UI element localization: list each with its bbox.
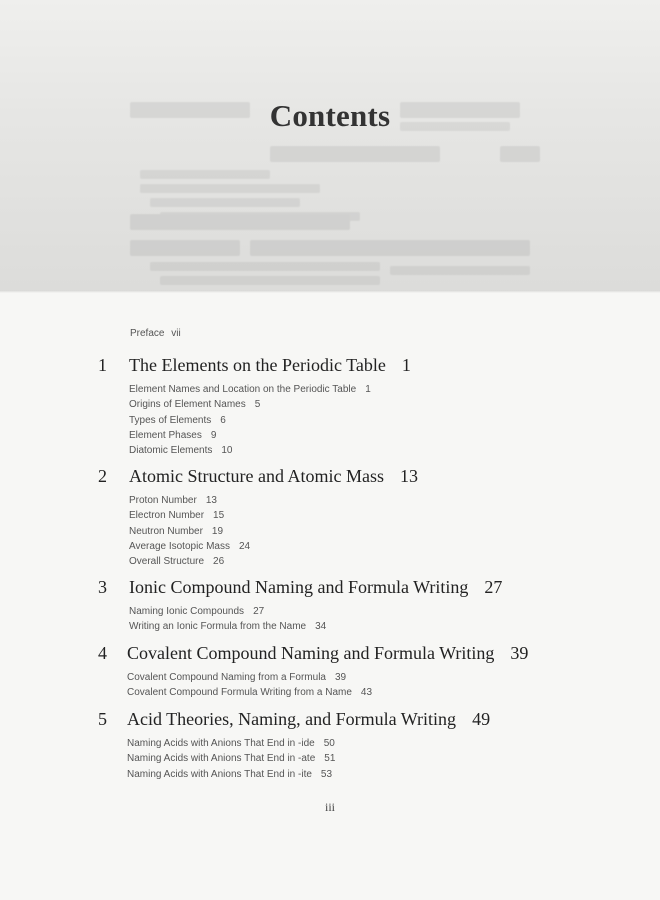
- preface-entry[interactable]: [130, 328, 181, 339]
- section-label: Electron Number: [129, 510, 205, 522]
- page-number: iii: [324, 800, 335, 814]
- chapter-number: 3: [98, 577, 107, 597]
- section-entry[interactable]: [129, 554, 250, 569]
- section-entry[interactable]: [129, 604, 326, 619]
- section-label: Diatomic Elements: [129, 445, 213, 457]
- section-entry[interactable]: [127, 685, 372, 700]
- section-page: 51: [324, 753, 336, 765]
- chapter-page: 1: [401, 355, 411, 375]
- section-entry[interactable]: [129, 524, 250, 539]
- section-label: Naming Acids with Anions That End in -ate: [127, 753, 316, 765]
- section-page: 15: [213, 510, 225, 522]
- section-label: Writing an Ionic Formula from the Name: [129, 621, 307, 633]
- section-page: 6: [220, 414, 226, 426]
- section-list: [127, 736, 335, 782]
- scanned-header-band: [0, 0, 660, 292]
- section-label: Origins of Element Names: [129, 399, 246, 411]
- section-list: [129, 604, 326, 635]
- chapter-number: 2: [98, 466, 107, 486]
- section-page: 9: [210, 429, 217, 441]
- chapter-title: [127, 643, 528, 664]
- section-page: 5: [254, 399, 261, 411]
- section-label: Average Isotopic Mass: [129, 540, 230, 552]
- section-entry[interactable]: [129, 619, 326, 634]
- section-entry[interactable]: [129, 493, 250, 508]
- section-entry[interactable]: [127, 736, 335, 751]
- section-entry[interactable]: [129, 443, 371, 458]
- chapter-title: [129, 577, 502, 598]
- section-page: 43: [360, 687, 373, 699]
- chapter-page: 13: [399, 466, 418, 486]
- section-label: Element Phases: [129, 429, 202, 441]
- section-entry[interactable]: [129, 539, 250, 554]
- chapter-title: [129, 355, 411, 376]
- chapter-title-text: The Elements on the Periodic Table: [129, 355, 386, 375]
- section-entry[interactable]: [129, 382, 371, 397]
- band-divider: [0, 290, 660, 293]
- section-label: Types of Elements: [129, 414, 212, 426]
- preface-label: Preface: [130, 328, 165, 339]
- section-label: Covalent Compound Formula Writing from a Name: [127, 687, 352, 699]
- section-label: Element Names and Location on the Periodic Table: [129, 384, 357, 395]
- section-entry[interactable]: [129, 397, 371, 412]
- section-page: 50: [323, 738, 335, 749]
- section-entry[interactable]: [129, 413, 371, 428]
- section-entry[interactable]: [129, 508, 250, 523]
- section-page: 27: [253, 606, 265, 617]
- section-entry[interactable]: [127, 751, 335, 766]
- section-list: [129, 382, 371, 458]
- preface-page: vii: [171, 328, 181, 339]
- section-list: [127, 670, 372, 701]
- chapter-title-text: Acid Theories, Naming, and Formula Writing: [127, 709, 457, 729]
- section-page: 53: [320, 768, 333, 780]
- section-page: 13: [205, 495, 217, 506]
- section-page: 24: [238, 540, 251, 552]
- chapter-number: 5: [98, 709, 107, 729]
- chapter-title-text: Atomic Structure and Atomic Mass: [129, 466, 384, 486]
- section-label: Naming Ionic Compounds: [129, 606, 245, 617]
- section-entry[interactable]: [129, 428, 371, 443]
- section-page: 1: [365, 384, 371, 395]
- section-page: 26: [213, 556, 225, 568]
- section-page: 34: [315, 621, 327, 633]
- chapter-title: [127, 709, 490, 730]
- section-label: Overall Structure: [129, 556, 205, 568]
- section-list: [129, 493, 250, 569]
- chapter-title: [129, 466, 418, 487]
- chapter-title-text: Ionic Compound Naming and Formula Writing: [129, 577, 469, 597]
- chapter-page: 39: [510, 643, 529, 663]
- chapter-number: 4: [98, 643, 107, 663]
- bleed-through-text: [0, 0, 660, 292]
- chapter-page: 49: [472, 709, 491, 729]
- section-label: Covalent Compound Naming from a Formula: [127, 672, 326, 683]
- section-page: 10: [221, 445, 233, 457]
- section-label: Naming Acids with Anions That End in -ide: [127, 738, 315, 749]
- page-title: Contents: [269, 98, 391, 133]
- chapter-page: 27: [484, 577, 503, 597]
- section-label: Proton Number: [129, 495, 197, 506]
- chapter-number: 1: [98, 355, 107, 375]
- section-entry[interactable]: [127, 670, 372, 685]
- section-page: 19: [211, 525, 224, 537]
- chapter-title-text: Covalent Compound Naming and Formula Writing: [127, 643, 495, 663]
- section-label: Naming Acids with Anions That End in -ite: [127, 768, 312, 780]
- section-page: 39: [334, 672, 347, 683]
- section-entry[interactable]: [127, 767, 335, 782]
- section-label: Neutron Number: [129, 525, 203, 537]
